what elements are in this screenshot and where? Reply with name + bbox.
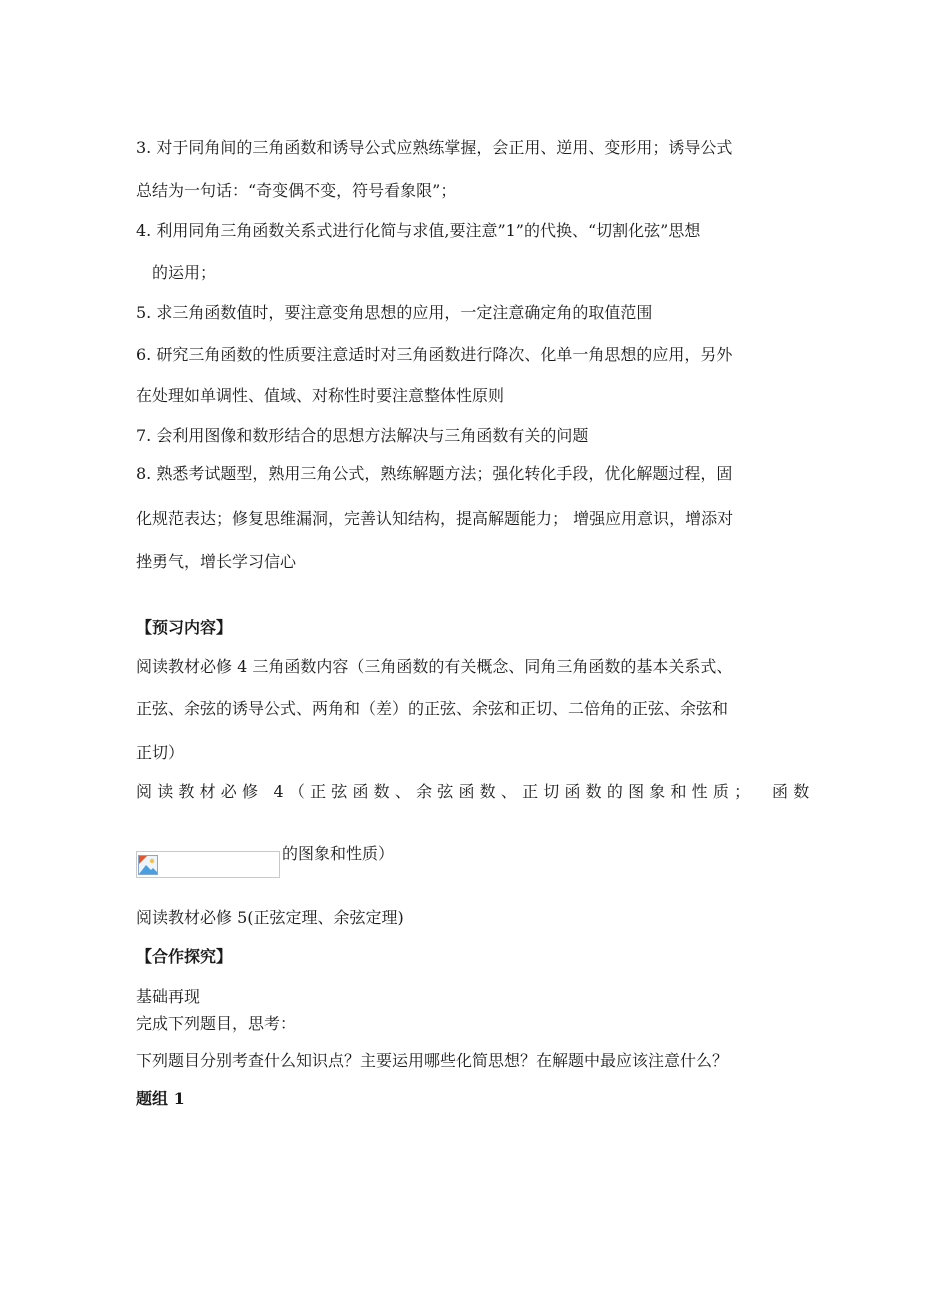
item-6-line-2: 在处理如单调性、值域、对称性时要注意整体性原则	[136, 386, 505, 405]
preview-paragraph-1-line-2: 正弦、余弦的诱导公式、两角和（差）的正弦、余弦和正切、二倍角的正弦、余弦和	[136, 699, 729, 718]
preview-paragraph-1-line-3: 正切）	[136, 743, 185, 762]
item-6-line-1: 6. 研究三角函数的性质要注意适时对三角函数进行降次、化单一角思想的应用，另外	[136, 345, 733, 364]
item-4-line-2: 的运用；	[152, 263, 217, 282]
item-3-line-1: 3. 对于同角间的三角函数和诱导公式应熟练掌握，会正用、逆用、变形用；诱导公式	[136, 138, 733, 157]
broken-image-placeholder	[136, 851, 280, 878]
guiding-question: 下列题目分别考查什么知识点？主要运用哪些化简思想？在解题中最应该注意什么？	[136, 1051, 729, 1070]
broken-image-icon	[138, 855, 158, 875]
preview-heading: 【预习内容】	[136, 618, 233, 637]
item-8-line-2: 化规范表达；修复思维漏洞，完善认知结构，提高解题能力； 增强应用意识，增添对	[136, 509, 734, 528]
preview-paragraph-2-line-1-end: 函数	[772, 782, 815, 801]
item-4-line-1: 4. 利用同角三角函数关系式进行化简与求值,要注意”1”的代换、“切割化弦”思想	[136, 221, 701, 240]
preview-paragraph-1-line-1: 阅读教材必修 4 三角函数内容（三角函数的有关概念、同角三角函数的基本关系式、	[136, 657, 733, 676]
item-3-line-2: 总结为一句话：“奇变偶不变，符号看象限”；	[136, 181, 457, 200]
cooperation-heading: 【合作探究】	[136, 947, 233, 966]
preview-paragraph-2-line-1: 阅读教材必修 4（正弦函数、余弦函数、正切函数的图象和性质；	[136, 782, 756, 801]
preview-paragraph-3: 阅读教材必修 5(正弦定理、余弦定理)	[136, 908, 404, 927]
basics-subheading: 基础再现	[136, 987, 201, 1006]
item-7: 7. 会利用图像和数形结合的思想方法解决与三角函数有关的问题	[136, 426, 589, 445]
task-instruction: 完成下列题目，思考：	[136, 1014, 297, 1033]
item-8-line-1: 8. 熟悉考试题型，熟用三角公式，熟练解题方法；强化转化手段，优化解题过程，固	[136, 464, 733, 483]
item-8-line-3: 挫勇气，增长学习信心	[136, 552, 297, 571]
item-5: 5. 求三角函数值时，要注意变角思想的应用，一定注意确定角的取值范围	[136, 303, 653, 322]
question-group-1: 题组 1	[136, 1089, 185, 1108]
preview-paragraph-2-line-2: 的图象和性质）	[282, 844, 395, 863]
